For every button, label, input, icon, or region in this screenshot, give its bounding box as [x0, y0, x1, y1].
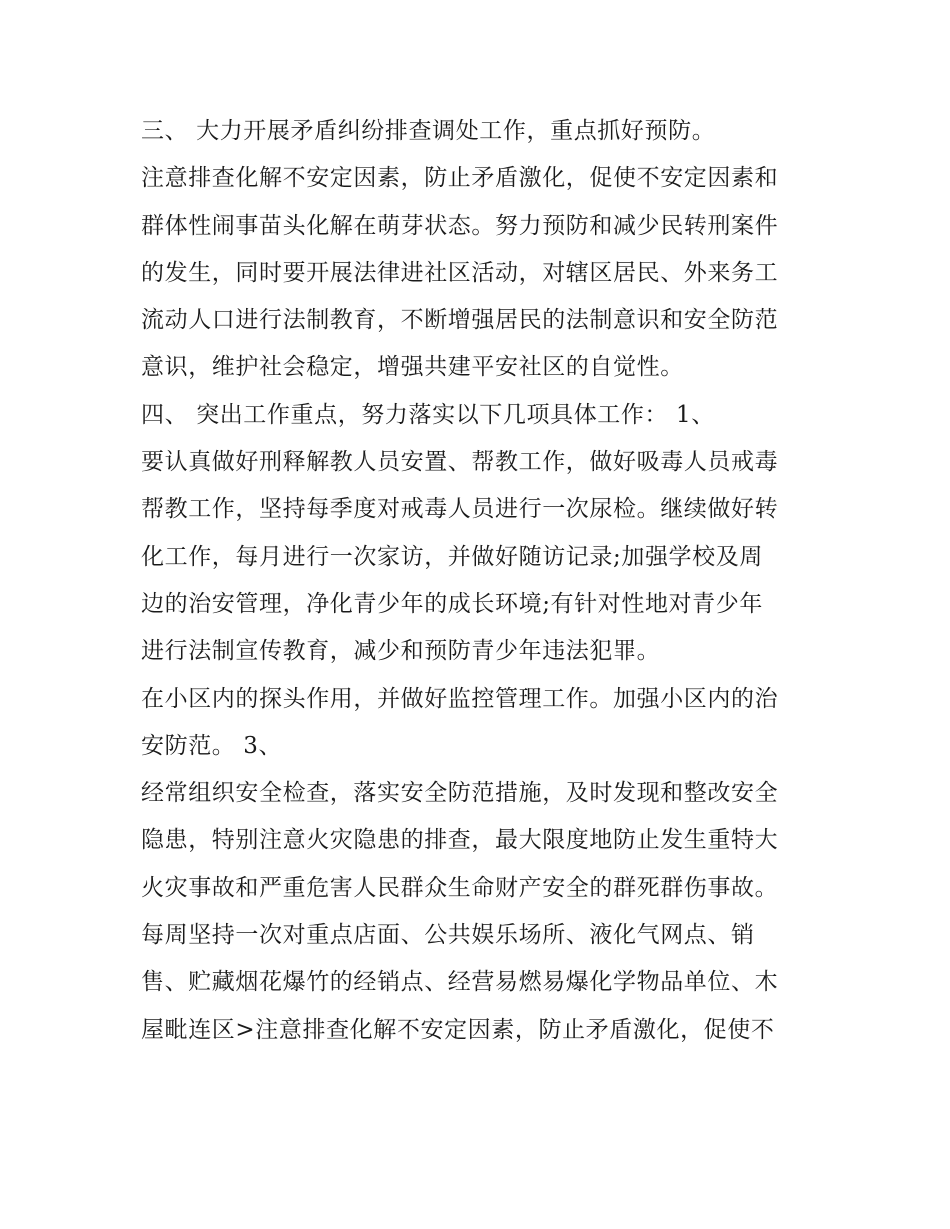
text-line: 经常组织安全检查，落实安全防范措施，及时发现和整改安全 [141, 780, 779, 807]
text-line: 帮教工作，坚持每季度对戒毒人员进行一次尿检。继续做好转 [141, 496, 779, 523]
text-line: 流动人口进行法制教育，不断增强居民的法制意识和安全防范 [141, 307, 779, 334]
text-line: 化工作，每月进行一次家访，并做好随访记录;加强学校及周 [141, 543, 763, 570]
text-line: 意识，维护社会稳定，增强共建平安社区的自觉性。 [141, 354, 684, 381]
heading-section-three: 三、 大力开展矛盾纠纷排查调处工作，重点抓好预防。 [141, 118, 716, 144]
text-line: 每周坚持一次对重点店面、公共娱乐场所、液化气网点、销 [141, 922, 755, 949]
text-line: 隐患，特别注意火灾隐患的排查，最大限度地防止发生重特大 [141, 827, 779, 854]
text-line: 在小区内的探头作用，并做好监控管理工作。加强小区内的治 [141, 685, 779, 712]
document-body [141, 108, 821, 1054]
text-line: 售、贮藏烟花爆竹的经销点、经营易燃易爆化学物品单位、木 [141, 969, 779, 996]
text-line: 注意排查化解不安定因素，防止矛盾激化，促使不安定因素和 [141, 165, 779, 192]
text-line: 边的治安管理，净化青少年的成长环境;有针对性地对青少年 [141, 590, 763, 617]
heading-section-four: 四、 突出工作重点，努力落实以下几项具体工作： 1、 [141, 401, 715, 428]
text-line: 要认真做好刑释解教人员安置、帮教工作，做好吸毒人员戒毒 [141, 449, 779, 476]
text-line: 群体性闹事苗头化解在萌芽状态。努力预防和减少民转刑案件 [141, 212, 779, 239]
text-line: 安防范。 3、 [141, 732, 283, 759]
text-line: 火灾事故和严重危害人民群众生命财产安全的群死群伤事故。 [141, 874, 779, 901]
text-line: 屋毗连区>注意排查化解不安定因素，防止矛盾激化，促使不 [141, 1016, 775, 1043]
text-line: 的发生，同时要开展法律进社区活动，对辖区居民、外来务工 [141, 259, 779, 286]
text-line: 进行法制宣传教育，减少和预防青少年违法犯罪。 [141, 638, 661, 665]
